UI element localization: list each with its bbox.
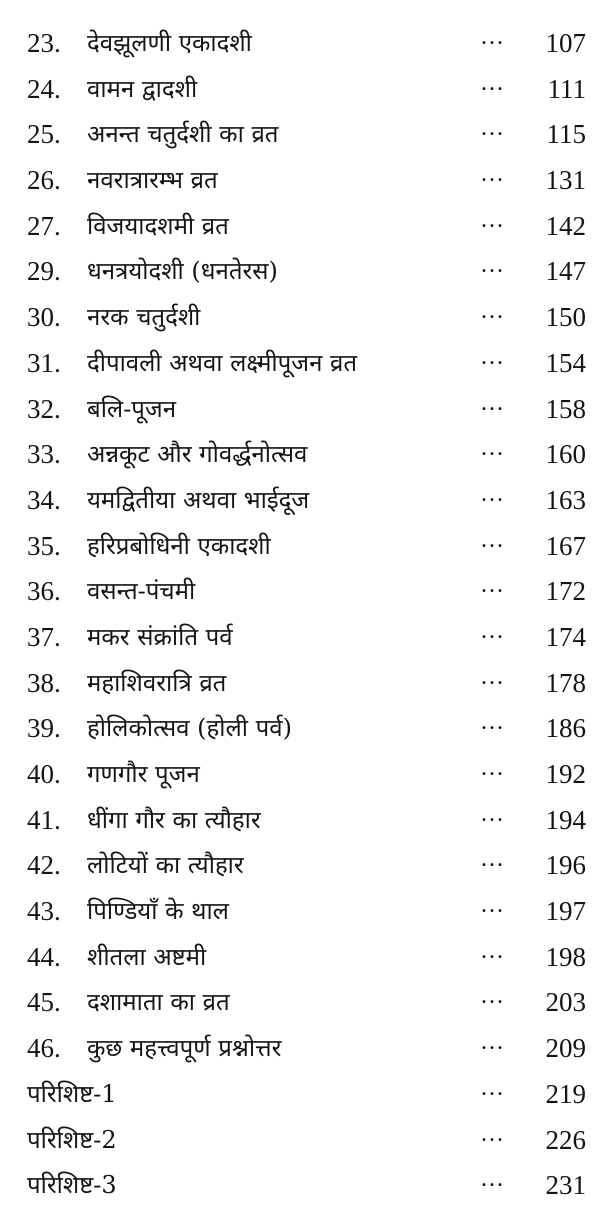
leader-dots: … bbox=[480, 572, 506, 599]
entry-title: बलि-पूजन bbox=[87, 394, 177, 423]
entry-page-number: 198 bbox=[545, 941, 586, 972]
leader-dots: … bbox=[480, 1029, 506, 1056]
entry-number: 38. bbox=[27, 667, 61, 698]
leader-dots: … bbox=[480, 161, 506, 188]
entry-page-number: 131 bbox=[545, 165, 586, 196]
toc-entry bbox=[0, 889, 600, 935]
entry-number: 40. bbox=[27, 759, 61, 789]
leader-dots: … bbox=[480, 252, 506, 279]
entry-number: 37. bbox=[27, 621, 61, 652]
toc-entry bbox=[0, 935, 600, 981]
leader-dots: … bbox=[480, 1120, 506, 1147]
entry-page-number: 158 bbox=[545, 393, 586, 424]
appendix-title: परिशिष्ट-1 bbox=[27, 1079, 117, 1108]
entry-title: नरक चतुर्दशी bbox=[87, 303, 201, 332]
entry-page-number: 209 bbox=[545, 1033, 586, 1064]
leader-dots: … bbox=[480, 298, 506, 325]
entry-page-number: 150 bbox=[545, 302, 586, 333]
entry-title: लोटियों का त्यौहार bbox=[87, 851, 244, 880]
toc-appendix-entry bbox=[0, 1072, 600, 1118]
entry-title: वसन्त-पंचमी bbox=[87, 577, 196, 606]
toc-entry bbox=[0, 204, 600, 250]
entry-number: 46. bbox=[27, 1033, 61, 1064]
entry-title: मकर संक्रांति पर्व bbox=[87, 622, 233, 651]
table-of-contents bbox=[0, 21, 600, 1209]
leader-dots: … bbox=[480, 480, 506, 507]
entry-page-number: 197 bbox=[545, 896, 586, 927]
entry-number: 27. bbox=[27, 210, 61, 241]
leader-dots: … bbox=[480, 389, 506, 416]
toc-entry bbox=[0, 1026, 600, 1072]
leader-dots: … bbox=[480, 663, 506, 690]
entry-page-number: 172 bbox=[545, 576, 586, 607]
toc-entry bbox=[0, 569, 600, 615]
toc-entry bbox=[0, 706, 600, 752]
entry-number: 45. bbox=[27, 987, 61, 1018]
leader-dots: … bbox=[480, 115, 506, 142]
leader-dots: … bbox=[480, 24, 506, 50]
leader-dots: … bbox=[480, 800, 506, 827]
entry-number: 43. bbox=[27, 896, 61, 927]
entry-title: अन्नकूट और गोवर्द्धनोत्सव bbox=[87, 440, 308, 469]
toc-entry bbox=[0, 432, 600, 478]
entry-page-number: 196 bbox=[545, 850, 586, 881]
leader-dots: … bbox=[480, 1074, 506, 1101]
entry-number: 41. bbox=[27, 804, 61, 835]
entry-number: 33. bbox=[27, 439, 61, 470]
toc-entry bbox=[0, 158, 600, 204]
entry-title: वामन द्वादशी bbox=[87, 74, 198, 103]
entry-page-number: 111 bbox=[547, 73, 586, 104]
entry-title: हरिप्रबोधिनी एकादशी bbox=[87, 531, 271, 560]
entry-page-number: 167 bbox=[545, 530, 586, 561]
toc-entry bbox=[0, 249, 600, 295]
entry-page-number: 178 bbox=[545, 667, 586, 698]
leader-dots: … bbox=[480, 526, 506, 553]
toc-entry bbox=[0, 980, 600, 1026]
entry-title: धींगा गौर का त्यौहार bbox=[87, 805, 261, 834]
toc-entry bbox=[0, 524, 600, 570]
toc-entry bbox=[0, 21, 600, 67]
entry-title: नवरात्रारम्भ व्रत bbox=[87, 166, 218, 195]
entry-title: दीपावली अथवा लक्ष्मीपूजन व्रत bbox=[87, 348, 358, 377]
leader-dots: … bbox=[480, 937, 506, 964]
entry-number: 29. bbox=[27, 256, 61, 287]
toc-entry bbox=[0, 661, 600, 707]
toc-entry bbox=[0, 112, 600, 158]
entry-page-number: 163 bbox=[545, 484, 586, 515]
entry-page-number: 203 bbox=[545, 987, 586, 1018]
entry-title: पिण्डियाँ के थाल bbox=[87, 897, 229, 926]
entry-number: 36. bbox=[27, 576, 61, 607]
entry-number: 39. bbox=[27, 713, 61, 744]
toc-entry bbox=[0, 387, 600, 433]
toc-entry bbox=[0, 341, 600, 387]
entry-number: 23. bbox=[27, 28, 61, 58]
entry-page-number: 219 bbox=[545, 1078, 586, 1109]
entry-page-number: 115 bbox=[546, 119, 586, 150]
entry-number: 31. bbox=[27, 347, 61, 378]
entry-title: शीतला अष्टमी bbox=[87, 942, 207, 971]
entry-title: अनन्त चतुर्दशी का व्रत bbox=[87, 120, 279, 149]
leader-dots: … bbox=[480, 617, 506, 644]
entry-title: यमद्वितीया अथवा भाईदूज bbox=[87, 485, 310, 514]
entry-title: कुछ महत्त्वपूर्ण प्रश्नोत्तर bbox=[87, 1034, 282, 1063]
entry-number: 25. bbox=[27, 119, 61, 150]
toc-entry bbox=[0, 752, 600, 798]
toc-entry bbox=[0, 478, 600, 524]
entry-page-number: 231 bbox=[545, 1170, 586, 1201]
appendix-title: परिशिष्ट-2 bbox=[27, 1125, 117, 1154]
appendix-title: परिशिष्ट-3 bbox=[27, 1171, 117, 1200]
entry-number: 26. bbox=[27, 165, 61, 196]
entry-title: महाशिवरात्रि व्रत bbox=[87, 668, 227, 697]
toc-entry bbox=[0, 615, 600, 661]
entry-page-number: 192 bbox=[545, 759, 586, 789]
entry-page-number: 226 bbox=[545, 1124, 586, 1155]
entry-page-number: 147 bbox=[545, 256, 586, 287]
leader-dots: … bbox=[480, 755, 506, 781]
leader-dots: … bbox=[480, 435, 506, 462]
entry-title: विजयादशमी व्रत bbox=[87, 211, 229, 240]
entry-title: गणगौर पूजन bbox=[87, 760, 200, 788]
toc-entry bbox=[0, 295, 600, 341]
entry-title: देवझूलणी एकादशी bbox=[87, 29, 252, 57]
entry-number: 42. bbox=[27, 850, 61, 881]
entry-number: 35. bbox=[27, 530, 61, 561]
entry-number: 44. bbox=[27, 941, 61, 972]
toc-entry bbox=[0, 798, 600, 844]
toc-entry bbox=[0, 843, 600, 889]
leader-dots: … bbox=[480, 709, 506, 736]
entry-number: 34. bbox=[27, 484, 61, 515]
toc-appendix-entry bbox=[0, 1163, 600, 1209]
leader-dots: … bbox=[480, 892, 506, 919]
leader-dots: … bbox=[480, 206, 506, 233]
entry-title: धनत्रयोदशी (धनतेरस) bbox=[87, 257, 278, 286]
toc-entry bbox=[0, 67, 600, 113]
entry-page-number: 154 bbox=[545, 347, 586, 378]
entry-page-number: 160 bbox=[545, 439, 586, 470]
leader-dots: … bbox=[480, 983, 506, 1010]
entry-page-number: 107 bbox=[545, 28, 586, 58]
entry-title: होलिकोत्सव (होली पर्व) bbox=[87, 714, 292, 743]
entry-page-number: 194 bbox=[545, 804, 586, 835]
entry-number: 32. bbox=[27, 393, 61, 424]
entry-page-number: 174 bbox=[545, 621, 586, 652]
leader-dots: … bbox=[480, 343, 506, 370]
entry-number: 24. bbox=[27, 73, 61, 104]
toc-appendix-entry bbox=[0, 1118, 600, 1164]
entry-page-number: 186 bbox=[545, 713, 586, 744]
entry-page-number: 142 bbox=[545, 210, 586, 241]
leader-dots: … bbox=[480, 69, 506, 96]
entry-number: 30. bbox=[27, 302, 61, 333]
leader-dots: … bbox=[480, 1166, 506, 1193]
entry-title: दशामाता का व्रत bbox=[87, 988, 230, 1017]
leader-dots: … bbox=[480, 846, 506, 873]
